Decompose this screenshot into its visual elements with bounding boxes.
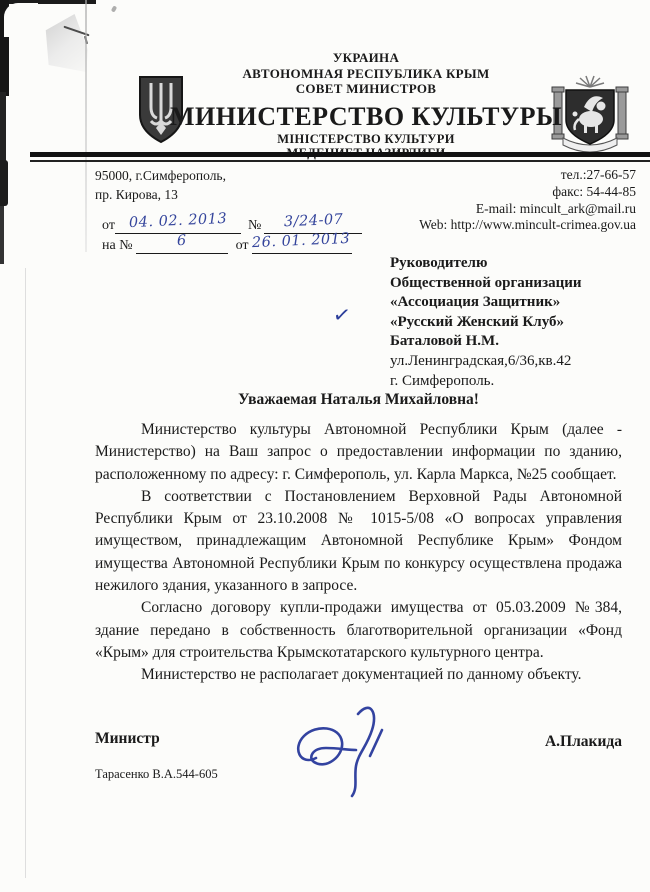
letterhead xyxy=(90,50,642,161)
recipient-block xyxy=(390,254,582,391)
sender-email: E-mail: mincult_ark@mail.ru xyxy=(475,200,636,216)
ref-from-field xyxy=(115,210,241,234)
recipient-line: «Ассоциация Защитник» xyxy=(390,294,561,311)
body-paragraph: Министерство не располагает документацией по данному объекту. xyxy=(141,666,582,684)
body-paragraph: В соответствии с Постановлением Верховной Рады Автономной Республики Крым от 23.10.2008 № 1015-5/08 «О вопросах управления имуществом, принадлежащим Автономной Республике Крым» Фондом имущества Автономной Республики Крым по конкурсу осуществлена продажа нежилого здания, указанного в запросе. xyxy=(95,487,622,595)
recipient-line: Баталовой Н.М. xyxy=(390,333,499,350)
ref-reply-date-field xyxy=(252,230,352,254)
handwritten-outgoing-number: 3/24-07 xyxy=(283,211,344,231)
ref-reply-field xyxy=(136,234,228,254)
paper-edge-shadow xyxy=(25,268,26,878)
ref-reply-label: на № xyxy=(102,238,133,253)
handwritten-outgoing-date: 04. 02. 2013 xyxy=(128,210,228,232)
sender-phone: тел.:27-66-57 xyxy=(560,167,636,182)
signer-name: А.Плакида xyxy=(544,733,622,750)
recipient-line: ул.Ленинградская,6/36,кв.42 xyxy=(390,352,572,369)
letter-body xyxy=(95,419,622,687)
ref-number-label: № xyxy=(247,218,262,233)
handwritten-incoming-date: 26. 01. 2013 xyxy=(252,230,351,252)
executor-note: Тарасенко В.А.544-605 xyxy=(95,767,218,781)
body-paragraph: Согласно договору купли-продажи имущества от 05.03.2009 №384, здание передано в собственность благотворительной организации «Фонд «Крым» для строительства Крымскотатарского культурного центра. xyxy=(95,599,622,661)
recipient-line: Руководителю xyxy=(390,255,488,271)
paper-fold-mark xyxy=(40,14,88,72)
sender-fax: факс: 54-44-85 xyxy=(552,183,636,199)
letterhead-ministry-ru: МИНИСТЕРСТВО КУЛЬТУРЫ xyxy=(170,101,562,131)
recipient-line: Общественной организации xyxy=(390,274,582,291)
sender-contacts xyxy=(419,167,636,234)
fold-shadow xyxy=(85,0,87,252)
sender-web: Web: http://www.mincult-crimea.gov.ua xyxy=(419,217,636,233)
letterhead-republic: АВТОНОМНАЯ РЕСПУБЛИКА КРЫМ xyxy=(242,65,490,81)
salutation: Уважаемая Наталья Михайловна! xyxy=(238,391,479,408)
handwritten-signature xyxy=(282,696,400,800)
letterhead-rule-thin xyxy=(30,160,650,162)
letterhead-council: СОВЕТ МИНИСТРОВ xyxy=(295,81,437,96)
scan-edge-left xyxy=(0,92,6,164)
scan-edge-left xyxy=(0,206,4,264)
recipient-line: г. Симферополь. xyxy=(390,372,495,389)
scan-edge-left xyxy=(0,160,8,206)
scan-speck xyxy=(111,5,117,12)
sender-address-line1: 95000, г.Симферополь, xyxy=(95,168,226,183)
handwritten-checkmark: ✓ xyxy=(331,301,353,329)
body-paragraph: Министерство культуры Автономной Республики Крым (далее - Министерство) на Ваш запрос о предоставлении информации по зданию, расположенному по адресу: г. Симферополь, ул. Карла Маркса, №25 сообщает. xyxy=(95,421,622,483)
sender-address xyxy=(95,166,226,204)
paper-corner xyxy=(4,3,38,37)
sender-address-line2: пр. Кирова, 13 xyxy=(95,187,178,202)
letterhead-country: УКРАИНА xyxy=(332,50,400,65)
handwritten-incoming-number: 6 xyxy=(176,232,187,250)
ref-from-label: от xyxy=(102,218,115,233)
ref-reply-date-label: от xyxy=(235,238,249,253)
letterhead-ministry-ua: МІНІСТЕРСТВО КУЛЬТУРИ xyxy=(277,131,455,146)
signer-position: Министр xyxy=(95,730,160,747)
reference-row-incoming xyxy=(102,230,372,254)
reference-block xyxy=(102,210,372,254)
recipient-line: «Русский Женский Клуб» xyxy=(390,313,564,330)
letterhead-rule-thick xyxy=(30,152,650,157)
